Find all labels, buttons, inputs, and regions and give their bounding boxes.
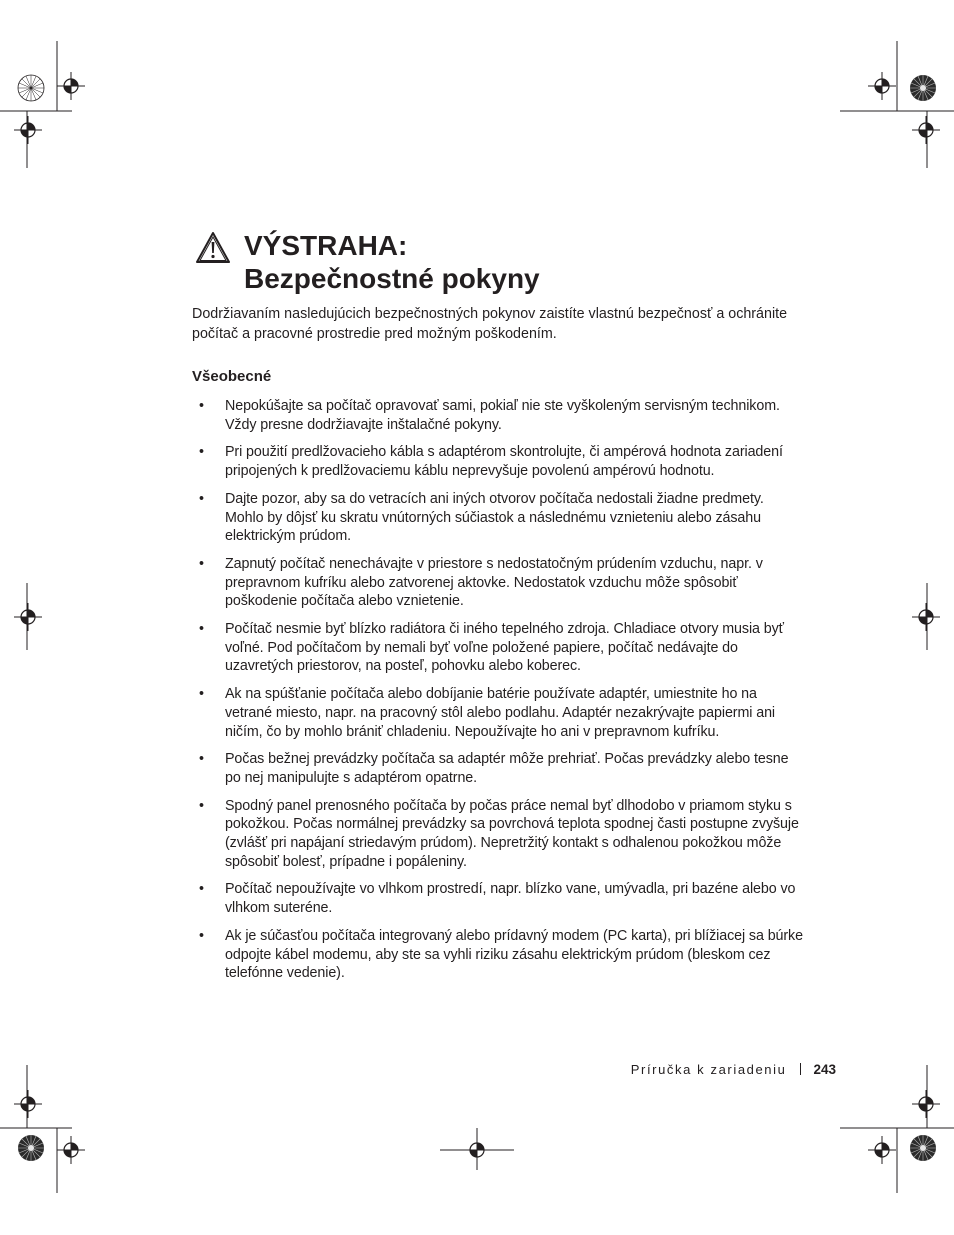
page-title-line2: Bezpečnostné pokyny <box>244 263 540 294</box>
bullet-icon: • <box>199 490 204 507</box>
list-item-text: Zapnutý počítač nenechávajte v priestore s nedostatočným prúdením vzduchu, napr. v prepravnom kufríku alebo zatvorenej aktovke. Nedostatok vzduchu môže spôsobiť poškodenie počítača alebo vznietenie. <box>225 555 763 610</box>
bullet-icon: • <box>199 927 204 944</box>
page-number: 243 <box>813 1062 836 1077</box>
intro-paragraph: Dodržiavaním nasledujúcich bezpečnostných pokynov zaistíte vlastnú bezpečnosť a ochránite počítač a pracovné prostredie pred možným poškodením. <box>192 306 788 342</box>
safety-list <box>199 397 804 992</box>
list-item <box>199 797 804 872</box>
footer-divider <box>800 1063 801 1075</box>
list-item <box>199 443 804 480</box>
bullet-icon: • <box>199 621 204 638</box>
list-item-text: Spodný panel prenosného počítača by počas práce nemal byť dlhodobo v priamom styku s pokožkou. Počas normálnej prevádzky sa povrchová teplota spodnej časti postupne zvyšuje (zvlášť pri napájaní striedavým prúdom). Nepretržitý kontakt s odhalenou pokožkou môže spôsobiť bolesť, prípadne i popáleniny. <box>225 797 799 870</box>
list-item <box>199 685 804 741</box>
bullet-icon: • <box>199 398 204 414</box>
warning-triangle-icon <box>195 231 231 265</box>
list-item-text: Pri použití predlžovacieho kábla s adaptérom skontrolujte, či ampérová hodnota zariadení pripojených k predlžovaciemu káblu neprevyšuje povolenú ampérovú hodnotu. <box>225 444 783 480</box>
list-item <box>199 927 804 983</box>
list-item-text: Ak na spúšťanie počítača alebo dobíjanie batérie používate adaptér, umiestnite ho na vetrané miesto, napr. na pracovný stôl alebo podlahu. Adaptér nezakrývajte papiermi ani ničím, čo by mohlo brániť chladeniu. Nepoužívajte ho ani v prepravnom kufríku. <box>225 686 776 740</box>
list-item <box>199 880 804 917</box>
page-title-line1: VÝSTRAHA: <box>244 230 408 261</box>
list-item <box>199 750 804 787</box>
list-item <box>199 490 804 546</box>
section-heading: Všeobecné <box>192 368 272 385</box>
footer-label: Príručka k zariadeniu <box>630 1062 787 1077</box>
list-item-text: Ak je súčasťou počítača integrovaný alebo prídavný modem (PC karta), pri blížiacej sa búrke odpojte kábel modemu, aby ste sa vyhli riziku zásahu elektrickým prúdom (bleskom cez telefónne vedenie). <box>225 927 803 982</box>
list-item-text: Dajte pozor, aby sa do vetracích ani iných otvorov počítača nedostali žiadne predmety. Mohlo by dôjsť ku skratu vnútorných súčiastok a následnému vznieteniu alebo zásahu elektrickým prúdom. <box>225 490 764 545</box>
bullet-icon: • <box>199 444 204 461</box>
list-item <box>199 555 804 611</box>
bullet-icon: • <box>199 881 204 898</box>
list-item-text: Počítač nepoužívajte vo vlhkom prostredí, napr. blízko vane, umývadla, pri bazéne alebo vo vlhkom suteréne. <box>225 881 796 917</box>
list-item-text: Nepokúšajte sa počítač opravovať sami, pokiaľ nie ste vyškoleným servisným technikom. Vždy presne dodržiavajte inštalačné pokyny. <box>225 398 780 433</box>
bullet-icon: • <box>199 751 204 768</box>
list-item-text: Počítač nesmie byť blízko radiátora či iného tepelného zdroja. Chladiace otvory musia byť voľné. Pod počítačom by nemali byť voľne položené papiere, počítač nedávajte do uzavretých priestorov, na posteľ, pohovku alebo koberec. <box>225 621 784 675</box>
bullet-icon: • <box>199 797 204 814</box>
list-item-text: Počas bežnej prevádzky počítača sa adaptér môže prehriať. Počas prevádzky alebo tesne po nej manipulujte s adaptérom opatrne. <box>225 751 789 786</box>
list-item <box>199 397 804 434</box>
bullet-icon: • <box>199 686 204 703</box>
list-item <box>199 620 804 676</box>
bullet-icon: • <box>199 555 204 572</box>
page-footer <box>631 1061 836 1079</box>
